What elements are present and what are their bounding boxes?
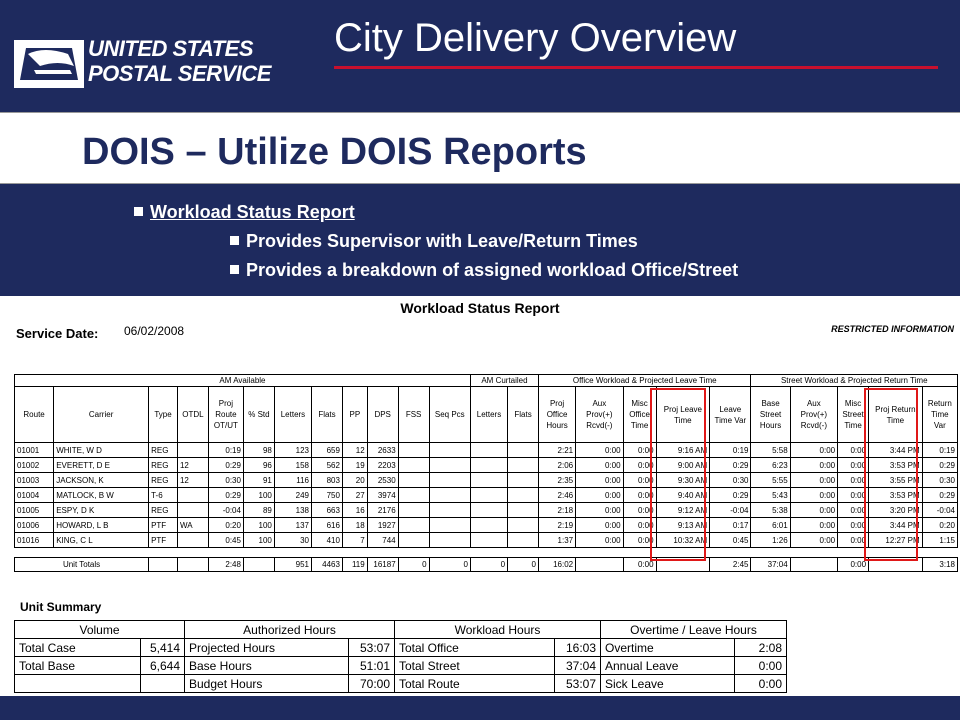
title-rule [334, 66, 938, 69]
usps-eagle-logo [14, 40, 84, 88]
column-header-row [15, 387, 958, 443]
summary-value: 53:07 [555, 675, 601, 693]
table-cell: 1:37 [539, 533, 576, 548]
table-cell [470, 533, 507, 548]
table-cell: 0:00 [790, 458, 837, 473]
table-cell: 12 [177, 473, 208, 488]
summary-label: Budget Hours [185, 675, 349, 693]
table-cell [398, 458, 429, 473]
return-time-highlight [864, 388, 918, 561]
table-cell [429, 473, 470, 488]
table-cell [508, 488, 539, 503]
unit-totals-row [15, 558, 958, 572]
totals-cell: 0:00 [838, 558, 869, 572]
column-header: Flats [312, 387, 343, 443]
table-cell: 0:00 [838, 503, 869, 518]
table-row [15, 473, 958, 488]
table-cell: 5:55 [751, 473, 790, 488]
table-cell: 0:19 [710, 443, 751, 458]
summary-value: 5,414 [141, 639, 185, 657]
table-cell: 116 [274, 473, 311, 488]
table-cell: WHITE, W D [54, 443, 149, 458]
table-cell: 9:30 AM [656, 473, 710, 488]
table-cell: 0:00 [790, 533, 837, 548]
totals-cell: 37:04 [751, 558, 790, 572]
table-cell [470, 518, 507, 533]
group-header: Office Workload & Projected Leave Time [539, 375, 751, 387]
table-cell: 9:00 AM [656, 458, 710, 473]
table-cell: 100 [243, 533, 274, 548]
table-cell [429, 503, 470, 518]
totals-cell [149, 558, 178, 572]
table-cell: REG [149, 473, 178, 488]
table-cell: 750 [312, 488, 343, 503]
table-cell: ESPY, D K [54, 503, 149, 518]
table-cell: 3974 [367, 488, 398, 503]
restricted-notice: RESTRICTED INFORMATION [831, 324, 954, 334]
unit-summary-label: Unit Summary [20, 600, 102, 614]
totals-cell: 0 [398, 558, 429, 572]
table-cell [398, 503, 429, 518]
summary-label: Overtime [601, 639, 735, 657]
summary-label: Total Case [15, 639, 141, 657]
column-header: Flats [508, 387, 539, 443]
table-cell [177, 488, 208, 503]
table-cell: 0:00 [576, 533, 623, 548]
service-date: 06/02/2008 [124, 324, 185, 338]
column-header: Route [15, 387, 54, 443]
table-cell: 2:06 [539, 458, 576, 473]
table-cell: 2:46 [539, 488, 576, 503]
table-cell: 0:30 [208, 473, 243, 488]
table-cell: 123 [274, 443, 311, 458]
table-cell: 744 [367, 533, 398, 548]
table-cell: 0:45 [208, 533, 243, 548]
table-cell: 410 [312, 533, 343, 548]
column-header: Proj Return Time [869, 387, 923, 443]
table-cell: 0:19 [922, 443, 957, 458]
table-cell: 01001 [15, 443, 54, 458]
summary-value: 16:03 [555, 639, 601, 657]
summary-value: 53:07 [349, 639, 395, 657]
summary-label: Total Street [395, 657, 555, 675]
table-cell: 100 [243, 488, 274, 503]
table-cell: 3:44 PM [869, 518, 923, 533]
bullet-item [230, 231, 638, 252]
column-header: Proj Leave Time [656, 387, 710, 443]
table-cell [398, 473, 429, 488]
bullet-square-icon [230, 236, 239, 245]
table-cell: -0:04 [208, 503, 243, 518]
column-header: Aux Prov(+) Rcvd(-) [576, 387, 623, 443]
totals-cell: 16:02 [539, 558, 576, 572]
table-cell [177, 443, 208, 458]
totals-cell [790, 558, 837, 572]
report-title: Workload Status Report [400, 300, 560, 316]
summary-row [15, 639, 787, 657]
logo-line-2: POSTAL SERVICE [88, 61, 271, 86]
table-cell: REG [149, 458, 178, 473]
service-date-label: Service Date: [16, 326, 99, 341]
unit-summary-table [14, 620, 787, 693]
table-cell: 2:19 [539, 518, 576, 533]
table-row [15, 533, 958, 548]
totals-cell [243, 558, 274, 572]
table-cell: 0:00 [576, 518, 623, 533]
summary-value: 2:08 [735, 639, 787, 657]
table-cell: 0:20 [922, 518, 957, 533]
table-cell: 138 [274, 503, 311, 518]
column-header: Letters [470, 387, 507, 443]
summary-label: Total Base [15, 657, 141, 675]
totals-cell: 4463 [312, 558, 343, 572]
table-cell [470, 503, 507, 518]
totals-cell: 951 [274, 558, 311, 572]
table-cell: 0:00 [576, 503, 623, 518]
summary-value: 37:04 [555, 657, 601, 675]
table-cell: 0:00 [838, 458, 869, 473]
table-cell: 01016 [15, 533, 54, 548]
table-cell: 12 [342, 443, 367, 458]
table-cell: 0:45 [710, 533, 751, 548]
table-cell: 1:15 [922, 533, 957, 548]
table-cell [508, 503, 539, 518]
table-row [15, 503, 958, 518]
table-cell: 0:00 [790, 473, 837, 488]
table-cell: 0:00 [576, 473, 623, 488]
table-cell: 137 [274, 518, 311, 533]
totals-cell: 119 [342, 558, 367, 572]
table-cell: 9:12 AM [656, 503, 710, 518]
table-cell: KING, C L [54, 533, 149, 548]
summary-label [15, 675, 141, 693]
table-cell [508, 443, 539, 458]
table-cell: 0:29 [710, 458, 751, 473]
column-header: DPS [367, 387, 398, 443]
table-cell: 5:58 [751, 443, 790, 458]
column-header: Aux Prov(+) Rcvd(-) [790, 387, 837, 443]
table-cell: 2:35 [539, 473, 576, 488]
column-header: Seq Pcs [429, 387, 470, 443]
table-cell [429, 533, 470, 548]
table-cell: 98 [243, 443, 274, 458]
table-cell: 3:53 PM [869, 488, 923, 503]
table-cell [429, 518, 470, 533]
table-cell: 27 [342, 488, 367, 503]
column-header: Leave Time Var [710, 387, 751, 443]
bullet-text: Workload Status Report [150, 202, 355, 222]
table-cell: 0:00 [623, 458, 656, 473]
table-cell: 3:55 PM [869, 473, 923, 488]
logo-line-1: UNITED STATES [88, 36, 254, 61]
table-row [15, 488, 958, 503]
summary-value: 70:00 [349, 675, 395, 693]
table-cell: 2203 [367, 458, 398, 473]
subtitle-band [0, 112, 960, 184]
summary-header: Overtime / Leave Hours [601, 621, 787, 639]
table-cell: 12:27 PM [869, 533, 923, 548]
totals-cell [177, 558, 208, 572]
table-cell [398, 443, 429, 458]
summary-value: 0:00 [735, 657, 787, 675]
table-cell: 0:00 [838, 443, 869, 458]
usps-wordmark [88, 36, 271, 86]
table-cell: 0:00 [623, 473, 656, 488]
bullet-text: Provides Supervisor with Leave/Return Times [246, 231, 638, 251]
table-cell: 1927 [367, 518, 398, 533]
column-header: % Std [243, 387, 274, 443]
bullet-square-icon [230, 265, 239, 274]
table-cell: 7 [342, 533, 367, 548]
column-header: Carrier [54, 387, 149, 443]
header-band [0, 0, 960, 112]
table-cell: 663 [312, 503, 343, 518]
table-cell: 0:00 [838, 518, 869, 533]
table-cell: 9:40 AM [656, 488, 710, 503]
table-cell [508, 458, 539, 473]
column-header: PP [342, 387, 367, 443]
table-cell: 0:00 [623, 443, 656, 458]
table-cell: 3:44 PM [869, 443, 923, 458]
table-cell: 0:29 [710, 488, 751, 503]
table-row [15, 458, 958, 473]
table-cell: 96 [243, 458, 274, 473]
table-cell: 0:00 [790, 443, 837, 458]
bullet-item [134, 202, 355, 223]
column-header: Letters [274, 387, 311, 443]
totals-cell: 0 [470, 558, 507, 572]
table-cell [508, 473, 539, 488]
summary-label: Total Route [395, 675, 555, 693]
column-header: Base Street Hours [751, 387, 790, 443]
table-cell: 6:01 [751, 518, 790, 533]
report-image [0, 296, 960, 696]
totals-cell: 0 [508, 558, 539, 572]
column-header: Misc Street Time [838, 387, 869, 443]
table-cell: 0:19 [208, 443, 243, 458]
table-cell: REG [149, 503, 178, 518]
footer-band [0, 696, 960, 720]
table-row [15, 443, 958, 458]
summary-row [15, 657, 787, 675]
table-cell [398, 518, 429, 533]
table-cell: 5:43 [751, 488, 790, 503]
summary-row [15, 675, 787, 693]
table-cell: 659 [312, 443, 343, 458]
table-cell: 2:21 [539, 443, 576, 458]
unit-summary-header-row [15, 621, 787, 639]
table-cell: 3:20 PM [869, 503, 923, 518]
column-header: Type [149, 387, 178, 443]
summary-label: Sick Leave [601, 675, 735, 693]
summary-label: Total Office [395, 639, 555, 657]
group-header-row [15, 375, 958, 387]
totals-cell: 0:00 [623, 558, 656, 572]
table-cell [429, 488, 470, 503]
table-cell: JACKSON, K [54, 473, 149, 488]
bullet-square-icon [134, 207, 143, 216]
table-cell: WA [177, 518, 208, 533]
table-cell: 91 [243, 473, 274, 488]
table-cell [470, 458, 507, 473]
table-cell [470, 473, 507, 488]
table-cell: 158 [274, 458, 311, 473]
table-cell [470, 443, 507, 458]
summary-value [141, 675, 185, 693]
table-cell: 0:29 [208, 488, 243, 503]
table-cell: 01006 [15, 518, 54, 533]
summary-label: Projected Hours [185, 639, 349, 657]
table-cell: HOWARD, L B [54, 518, 149, 533]
page-title: City Delivery Overview [334, 16, 737, 60]
table-cell: 2530 [367, 473, 398, 488]
table-cell: 01005 [15, 503, 54, 518]
table-cell: 30 [274, 533, 311, 548]
table-cell: 18 [342, 518, 367, 533]
usps-logo [14, 36, 276, 92]
summary-label: Base Hours [185, 657, 349, 675]
table-cell: 0:29 [208, 458, 243, 473]
table-cell: 01002 [15, 458, 54, 473]
table-cell: PTF [149, 533, 178, 548]
unit-summary-rows [15, 639, 787, 693]
summary-value: 51:01 [349, 657, 395, 675]
table-cell: 10:32 AM [656, 533, 710, 548]
table-cell: 19 [342, 458, 367, 473]
table-cell [177, 503, 208, 518]
totals-cell: 2:48 [208, 558, 243, 572]
table-cell: 0:00 [576, 458, 623, 473]
column-header: Proj Office Hours [539, 387, 576, 443]
table-cell: 12 [177, 458, 208, 473]
table-cell [429, 458, 470, 473]
summary-value: 6,644 [141, 657, 185, 675]
table-cell: 0:29 [922, 458, 957, 473]
table-cell: EVERETT, D E [54, 458, 149, 473]
totals-cell: 16187 [367, 558, 398, 572]
table-cell: 5:38 [751, 503, 790, 518]
table-cell [177, 533, 208, 548]
table-cell: 0:00 [623, 503, 656, 518]
table-cell: 100 [243, 518, 274, 533]
column-header: Misc Office Time [623, 387, 656, 443]
table-cell: 2:18 [539, 503, 576, 518]
group-header: AM Curtailed [470, 375, 538, 387]
table-cell: REG [149, 443, 178, 458]
table-cell: 2633 [367, 443, 398, 458]
table-cell: 562 [312, 458, 343, 473]
workload-status-table [14, 374, 958, 572]
table-cell: 01004 [15, 488, 54, 503]
table-cell: 9:16 AM [656, 443, 710, 458]
table-cell: 16 [342, 503, 367, 518]
table-cell: 6:23 [751, 458, 790, 473]
table-cell: 3:53 PM [869, 458, 923, 473]
group-header: AM Available [15, 375, 471, 387]
table-cell: 249 [274, 488, 311, 503]
table-cell: -0:04 [922, 503, 957, 518]
summary-header: Authorized Hours [185, 621, 395, 639]
column-header: FSS [398, 387, 429, 443]
table-cell [429, 443, 470, 458]
table-cell: MATLOCK, B W [54, 488, 149, 503]
table-cell: 0:29 [922, 488, 957, 503]
table-cell: 89 [243, 503, 274, 518]
table-cell: 2176 [367, 503, 398, 518]
table-cell: 0:30 [710, 473, 751, 488]
slide-subtitle: DOIS – Utilize DOIS Reports [82, 131, 587, 173]
table-cell: 0:00 [623, 488, 656, 503]
totals-cell: 0 [429, 558, 470, 572]
separator-row [15, 548, 958, 558]
table-cell: 0:00 [623, 518, 656, 533]
table-cell: 0:00 [576, 488, 623, 503]
column-header: Return Time Var [922, 387, 957, 443]
table-cell: 9:13 AM [656, 518, 710, 533]
table-cell: 0:00 [838, 533, 869, 548]
table-cell [398, 488, 429, 503]
table-cell: 0:20 [208, 518, 243, 533]
table-cell: 20 [342, 473, 367, 488]
totals-cell: 3:18 [922, 558, 957, 572]
table-row [15, 518, 958, 533]
table-cell: 803 [312, 473, 343, 488]
table-cell: 0:00 [790, 488, 837, 503]
totals-cell: 2:45 [710, 558, 751, 572]
table-cell: 616 [312, 518, 343, 533]
table-cell: 01003 [15, 473, 54, 488]
totals-cell [576, 558, 623, 572]
summary-header: Volume [15, 621, 185, 639]
table-cell: 0:00 [838, 473, 869, 488]
table-cell: 0:00 [623, 533, 656, 548]
table-cell: 0:00 [838, 488, 869, 503]
column-header: OTDL [177, 387, 208, 443]
bullet-text: Provides a breakdown of assigned workload Office/Street [246, 260, 739, 280]
leave-time-highlight [650, 388, 706, 561]
table-cell: 0:30 [922, 473, 957, 488]
bullet-item [230, 260, 738, 281]
table-cell: T-6 [149, 488, 178, 503]
table-cell [508, 518, 539, 533]
table-cell [470, 488, 507, 503]
workload-rows [15, 443, 958, 548]
table-cell: -0:04 [710, 503, 751, 518]
totals-label: Unit Totals [15, 558, 149, 572]
summary-label: Annual Leave [601, 657, 735, 675]
group-header: Street Workload & Projected Return Time [751, 375, 958, 387]
table-cell: 0:17 [710, 518, 751, 533]
table-cell [508, 533, 539, 548]
bullets-band [0, 184, 960, 296]
column-header: Proj Route OT/UT [208, 387, 243, 443]
table-cell [398, 533, 429, 548]
table-cell: PTF [149, 518, 178, 533]
table-cell: 1:26 [751, 533, 790, 548]
summary-value: 0:00 [735, 675, 787, 693]
summary-header: Workload Hours [395, 621, 601, 639]
table-cell: 0:00 [576, 443, 623, 458]
table-cell: 0:00 [790, 518, 837, 533]
table-cell: 0:00 [790, 503, 837, 518]
